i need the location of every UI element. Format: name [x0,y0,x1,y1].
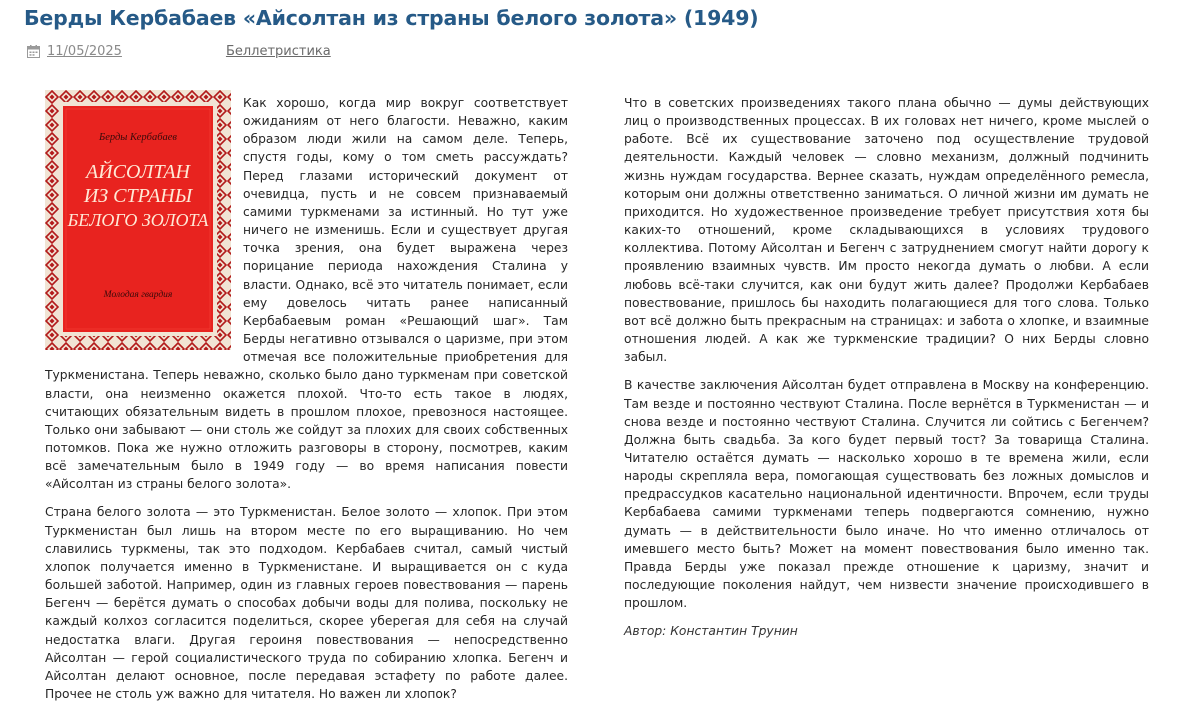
cover-title-2: ИЗ СТРАНЫ [83,185,193,207]
post-meta [27,44,331,59]
article-right-column [624,94,1149,651]
right-paragraph-1: Что в советских произведениях такого плана обычно — думы действующих лиц о производственных процессах. В их головах нет ничего, кроме мыслей о работе. Всё их существование заточено под осуществление трудовой деятельности. Каждый человек — словно механизм, должный подчинить жизнь нуждам государства. Вернее сказать, нуждам определённого ремесла, которым они должны ответственно заниматься. О личной жизни им думать не приходится. Но художественное произведение требует присутствия хотя бы каких-то отношений, кроме складывающихся в условиях трудового коллектива. Потому Айсолтан и Бегенч с затруднением смогут найти дорогу к проявлению взаимных чувств. Им просто некогда думать о любви. А если любовь всё-таки случится, как они будут жить далее? Продолжи Кербабаев повествование, пришлось бы находить полагающиеся для того слова. Только вот всё должно быть прекрасным на страницах: и забота о хлопке, и взаимные отношения людей. А как же туркменские традиции? О них Берды словно забыл. [624,96,1149,365]
cover-title-3: БЕЛОГО ЗОЛОТА [67,210,209,230]
page-title: Берды Кербабаев «Айсолтан из страны белого золота» (1949) [24,6,759,30]
post-category-link[interactable]: Беллетристика [225,44,331,59]
cover-author: Берды Кербабаев [99,132,177,143]
left-paragraph-2: Страна белого золота — это Туркменистан. Белое золото — хлопок. При этом Туркменистан был лишь на втором месте по его выращиванию. Но чем славились туркмены, так это подходом. Кербабаев считал, самый чистый хлопок получается именно в Туркменистане. И выращивается он с куда большей заботой. Например, один из главных героев повествования — парень Бегенч — берётся думать о способах добычи воды для полива, поскольку не каждый колхоз согласится поделиться, скорее уберегая для себя на случай недостатка влаги. Другая героиня повествования — непосредственно Айсолтан — герой социалистического труда по собиранию хлопка. Бегенч и Айсолтан делают основное, после передавая эстафету по работе далее. Прочее не столь уж важно для читателя. Но важен ли хлопок? [45,505,568,701]
cover-publisher: Молодая гвардия [103,290,173,300]
left-paragraph-1: Как хорошо, когда мир вокруг соответствует ожиданиям от него благости. Неважно, каким образом люди жили на самом деле. Теперь, спустя годы, кому о том сметь рассуждать? Перед глазами исторический документ от очевидца, пусть и не совсем признаваемый самими туркменами за истинный. Но тут уже ничего не изменишь. Если и существует другая точка зрения, она будет выражена через порицание периода нахождения Сталина у власти. Однако, всё это читатель понимает, если ему довелось читать ранее написанный Кербабаевым роман «Решающий шаг». Там Берды негативно отзывался о царизме, при этом отмечая все положительные приобретения для Туркменистана. Теперь неважно, сколько было дано туркменам при советской власти, она неизменно окажется плохой. Что-то есть такое в людях, считающих обязательным видеть в прошлом плохое, превозноcя настоящее. Только они забывают — они столь же сойдут за плохих для своих собственных потомков. Пока же нужно отложить разговоры в сторону, посмотрев, каким всё замечательным было в 1949 году — во время написания повести «Айсолтан из страны белого золота». [45,96,568,492]
cover-title-1: АЙСОЛТАН [85,161,191,183]
calendar-icon [27,45,40,58]
article-left-column [45,94,568,713]
right-paragraph-2: В качестве заключения Айсолтан будет отправлена в Москву на конференцию. Там везде и постоянно чествуют Сталина. После вернётся в Туркменистан — и снова везде и постоянно чествуют Сталина. Случится ли сойтись с Бегенчем? Должна быть свадьба. За кого будет первый тост? За товарища Сталина. Читателю остаётся думать — насколько хорошо в те времена жили, если народы скрепляла вера, помогающая существовать без ложных домыслов и предрассудков касательно национальной идентичности. Впрочем, если труды Кербабаева самими туркменами теперь подвергаются сомнению, нужно думать — в действительности было иначе. Но что именно отличалось от имевшего место быть? Может на момент повествования было именно так. Правда Берды уже показал прежде отношение к царизму, значит и последующие поколения найдут, чем низвести значение происходившего в прошлом. [624,378,1149,611]
book-cover-image [45,90,231,350]
post-date-link[interactable]: 11/05/2025 [47,44,122,59]
author-credit: Автор: Константин Трунин [624,624,798,639]
book-cover-art [45,90,231,350]
